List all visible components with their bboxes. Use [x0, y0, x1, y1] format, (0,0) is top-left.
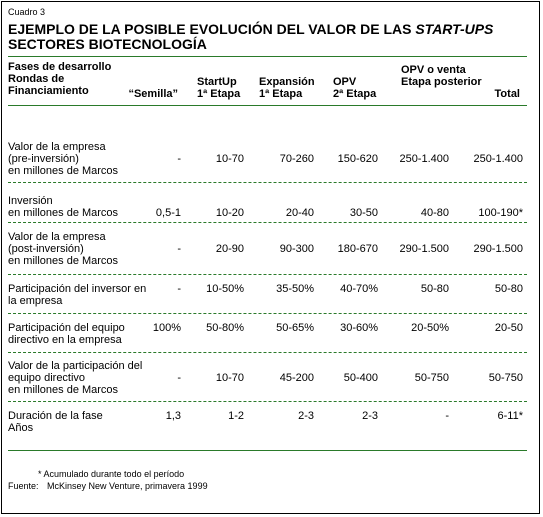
row-label-line: directivo en la empresa: [8, 334, 122, 346]
table-cell: 30-60%: [340, 322, 378, 334]
row-label-line: en millones de Marcos: [8, 165, 119, 177]
table-cell: 10-70: [215, 153, 244, 165]
table-cell: 180-670: [337, 243, 378, 255]
table-cell: 2-3: [298, 410, 314, 422]
table-cell: -: [177, 243, 181, 255]
row-label: [8, 141, 118, 177]
row-label: [8, 322, 125, 346]
row-label-line: Valor de la participación del: [8, 360, 143, 372]
header-stub-line: Financiamiento: [8, 85, 89, 97]
table-cell: 90-300: [279, 243, 314, 255]
header-col-line: “Semilla”: [128, 88, 178, 100]
row-label-line: Inversión: [8, 195, 53, 207]
table-cell: 0,5-1: [155, 207, 181, 219]
table-cell: 50-750: [414, 372, 449, 384]
row-label-line: Valor de la empresa: [8, 141, 106, 153]
source-text: McKinsey New Venture, primavera 1999: [47, 481, 208, 491]
table-cell: 20-50: [494, 322, 523, 334]
table-cell: 50-65%: [276, 322, 314, 334]
header-col-startup: [197, 76, 240, 100]
row-label-line: equipo directivo: [8, 372, 86, 384]
row-separator: [8, 352, 527, 353]
table-cell: 40-80: [420, 207, 449, 219]
header-col-line: OPV: [333, 76, 357, 88]
table-cell: 1-2: [228, 410, 244, 422]
title-line-2: SECTORES BIOTECNOLOGÍA: [8, 36, 207, 52]
row-label-line: Participación del equipo: [8, 322, 125, 334]
header-col-opv: [333, 76, 376, 100]
header-stub-line: Fases de desarrollo: [8, 61, 112, 73]
header-stub-line: Rondas de: [8, 73, 65, 85]
header-col-opv-venta: [401, 64, 482, 88]
table-cell: 290-1.500: [399, 243, 449, 255]
table-cell: 50-400: [343, 372, 378, 384]
table-cell: 35-50%: [276, 283, 314, 295]
header-col-total: [470, 88, 520, 100]
row-label-line: Años: [8, 422, 34, 434]
rule-top: [8, 56, 527, 57]
header-col-line: OPV o venta: [401, 64, 466, 76]
table-cell: 250-1.400: [473, 153, 523, 165]
table-cell: -: [177, 372, 181, 384]
table-cell: 10-20: [215, 207, 244, 219]
table-title: [8, 22, 528, 52]
header-col-line: Etapa posterior: [401, 76, 482, 88]
header-col-line: 1ª Etapa: [259, 88, 303, 100]
table-cell: 250-1.400: [399, 153, 449, 165]
header-col-line: 1ª Etapa: [197, 88, 241, 100]
row-label: [8, 195, 118, 219]
table-cell: 20-50%: [411, 322, 449, 334]
header-col-expansion: [259, 76, 315, 100]
table-cell: -: [445, 410, 449, 422]
title-text: EJEMPLO DE LA POSIBLE EVOLUCIÓN DEL VALOR DE LAS: [8, 21, 416, 37]
table-cell: 50-80: [420, 283, 449, 295]
table-number: Cuadro 3: [8, 7, 46, 17]
row-separator: [8, 222, 527, 223]
title-italic: START-UPS: [415, 21, 494, 37]
row-label-line: en millones de Marcos: [8, 255, 119, 267]
rule-header: [8, 105, 527, 106]
table-cell: 1,3: [165, 410, 181, 422]
row-label-line: (pre-inversión): [8, 153, 79, 165]
row-label-line: en millones de Marcos: [8, 207, 119, 219]
table-cell: 10-70: [215, 372, 244, 384]
table-cell: 150-620: [337, 153, 378, 165]
table-cell: 6-11*: [497, 410, 523, 422]
row-separator: [8, 274, 527, 275]
table-cell: -: [177, 283, 181, 295]
header-col-line: StartUp: [197, 76, 237, 88]
row-label-line: en millones de Marcos: [8, 384, 119, 396]
footnote: * Acumulado durante todo el período: [38, 469, 185, 479]
header-col-semilla: [118, 88, 178, 100]
table-cell: 70-260: [279, 153, 314, 165]
row-separator: [8, 182, 527, 183]
row-label-line: Valor de la empresa: [8, 231, 106, 243]
row-separator: [8, 313, 527, 314]
table-cell: 2-3: [362, 410, 378, 422]
table-cell: 290-1.500: [473, 243, 523, 255]
row-label: [8, 231, 118, 267]
row-label-line: Participación del inversor en: [8, 283, 147, 295]
rule-bottom: [8, 450, 527, 451]
row-label-line: (post-inversión): [8, 243, 84, 255]
header-col-line: Expansión: [259, 76, 315, 88]
table-cell: 50-750: [488, 372, 523, 384]
table-cell: 10-50%: [206, 283, 244, 295]
row-label: [8, 410, 103, 434]
row-label-line: Duración de la fase: [8, 410, 103, 422]
table-cell: 45-200: [279, 372, 314, 384]
table-cell: 30-50: [349, 207, 378, 219]
table-cell: 100-190*: [478, 207, 523, 219]
table-cell: 50-80%: [206, 322, 244, 334]
row-label-line: la empresa: [8, 295, 63, 307]
source-label: Fuente:: [8, 481, 39, 491]
table-cell: 20-90: [215, 243, 244, 255]
header-stub: [8, 61, 111, 97]
row-separator: [8, 401, 527, 402]
header-col-line: Total: [494, 88, 520, 100]
header-col-line: 2ª Etapa: [333, 88, 377, 100]
table-cell: 40-70%: [340, 283, 378, 295]
table-cell: 20-40: [285, 207, 314, 219]
table-cell: 100%: [152, 322, 181, 334]
table-cell: 50-80: [494, 283, 523, 295]
table-cell: -: [177, 153, 181, 165]
